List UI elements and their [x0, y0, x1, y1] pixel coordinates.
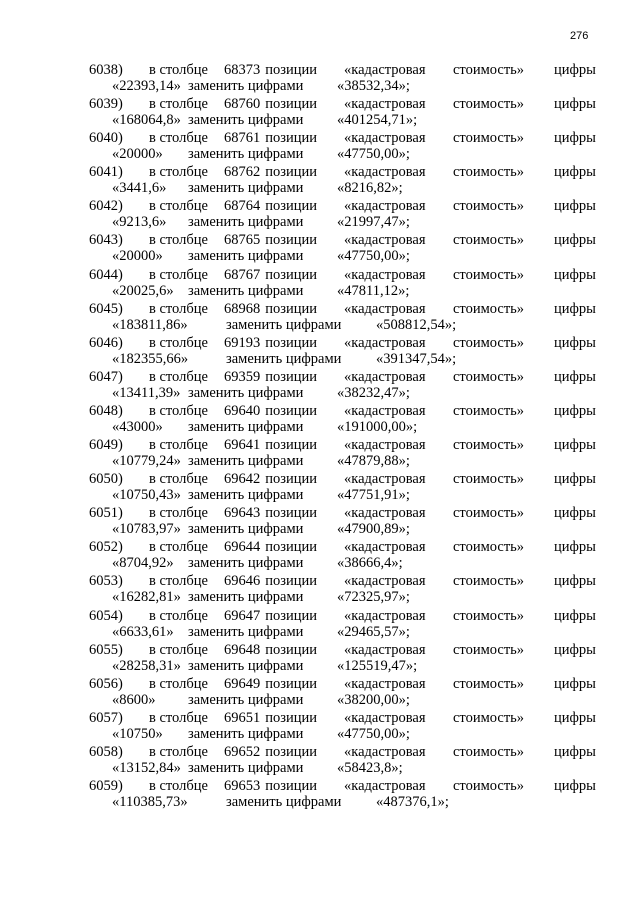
entry-number: 6055)	[89, 641, 123, 658]
entry-number: 6042)	[89, 198, 123, 215]
cadastral-label: «кадастровая	[344, 164, 426, 181]
in-column-label: в столбце	[149, 675, 208, 692]
column-number: 69647	[224, 607, 261, 624]
cadastral-label: «кадастровая	[344, 743, 426, 760]
amendment-entry	[0, 744, 640, 778]
digits-label: цифры	[554, 743, 596, 760]
in-column-label: в столбце	[149, 709, 208, 726]
cost-label: стоимость»	[453, 198, 525, 215]
old-value: «20000»	[112, 146, 163, 163]
replace-label: заменить цифрами	[188, 146, 304, 163]
cadastral-label: «кадастровая	[344, 777, 426, 794]
cadastral-label: «кадастровая	[344, 130, 426, 147]
column-number: 69642	[224, 471, 261, 488]
column-position	[224, 232, 317, 249]
old-value: «28258,31»	[112, 657, 181, 674]
amendment-entry	[0, 505, 640, 539]
amendment-entry	[0, 62, 640, 96]
replace-label: заменить цифрами	[188, 418, 304, 435]
column-number: 68767	[224, 266, 261, 283]
column-position	[224, 62, 317, 79]
column-position	[224, 96, 317, 113]
column-number: 68764	[224, 198, 261, 215]
digits-label: цифры	[554, 334, 596, 351]
old-value: «13411,39»	[112, 384, 181, 401]
column-number: 69640	[224, 402, 261, 419]
amendment-entry	[0, 403, 640, 437]
old-value: «13152,84»	[112, 759, 181, 776]
cadastral-label: «кадастровая	[344, 62, 426, 78]
old-value: «182355,66»	[112, 350, 189, 367]
column-position	[224, 437, 317, 454]
cadastral-label: «кадастровая	[344, 505, 426, 522]
entry-number: 6038)	[89, 62, 123, 78]
position-label: позиции	[265, 777, 318, 794]
old-value: «110385,73»	[112, 793, 188, 810]
cost-label: стоимость»	[453, 164, 525, 181]
position-label: позиции	[265, 130, 318, 147]
cost-label: стоимость»	[453, 130, 525, 147]
old-value: «20025,6»	[112, 282, 174, 299]
cost-label: стоимость»	[453, 437, 525, 454]
position-label: позиции	[265, 573, 318, 590]
position-label: позиции	[265, 675, 318, 692]
position-label: позиции	[265, 266, 318, 283]
column-number: 69359	[224, 368, 261, 385]
column-position	[224, 608, 317, 625]
amendment-entry	[0, 642, 640, 676]
entry-number: 6040)	[89, 130, 123, 147]
entry-number: 6051)	[89, 505, 123, 522]
digits-label: цифры	[554, 505, 596, 522]
entry-number: 6049)	[89, 437, 123, 454]
replace-label: заменить цифрами	[188, 214, 304, 231]
in-column-label: в столбце	[149, 164, 208, 181]
old-value: «168064,8»	[112, 112, 181, 129]
in-column-label: в столбце	[149, 641, 208, 658]
new-value: «401254,71»;	[337, 112, 418, 129]
digits-label: цифры	[554, 300, 596, 317]
cost-label: стоимость»	[453, 539, 525, 556]
column-number: 69652	[224, 743, 261, 760]
column-number: 68968	[224, 300, 261, 317]
amendment-entry	[0, 471, 640, 505]
position-label: позиции	[265, 709, 318, 726]
old-value: «20000»	[112, 248, 163, 265]
digits-label: цифры	[554, 62, 596, 78]
digits-label: цифры	[554, 607, 596, 624]
column-position	[224, 301, 317, 318]
cadastral-label: «кадастровая	[344, 471, 426, 488]
position-label: позиции	[265, 300, 318, 317]
position-label: позиции	[265, 505, 318, 522]
cadastral-label: «кадастровая	[344, 641, 426, 658]
digits-label: цифры	[554, 709, 596, 726]
replace-label: заменить цифрами	[188, 657, 304, 674]
position-label: позиции	[265, 402, 318, 419]
position-label: позиции	[265, 437, 318, 454]
cadastral-label: «кадастровая	[344, 96, 426, 113]
column-number: 69646	[224, 573, 261, 590]
amendment-entry	[0, 778, 640, 812]
amendment-entry	[0, 539, 640, 573]
new-value: «47900,89»;	[337, 521, 410, 538]
replace-label: заменить цифрами	[226, 793, 342, 810]
cost-label: стоимость»	[453, 300, 525, 317]
entry-number: 6047)	[89, 368, 123, 385]
entry-number: 6041)	[89, 164, 123, 181]
in-column-label: в столбце	[149, 232, 208, 249]
column-position	[224, 403, 317, 420]
new-value: «125519,47»;	[337, 657, 418, 674]
column-number: 69649	[224, 675, 261, 692]
replace-label: заменить цифрами	[188, 282, 304, 299]
digits-label: цифры	[554, 777, 596, 794]
old-value: «10779,24»	[112, 453, 181, 470]
cadastral-label: «кадастровая	[344, 709, 426, 726]
in-column-label: в столбце	[149, 539, 208, 556]
column-number: 69644	[224, 539, 261, 556]
column-number: 68762	[224, 164, 261, 181]
column-number: 68760	[224, 96, 261, 113]
amendment-entry	[0, 96, 640, 130]
new-value: «8216,82»;	[337, 180, 403, 197]
cadastral-label: «кадастровая	[344, 607, 426, 624]
in-column-label: в столбце	[149, 505, 208, 522]
replace-label: заменить цифрами	[188, 623, 304, 640]
amendment-entry	[0, 710, 640, 744]
replace-label: заменить цифрами	[188, 112, 304, 129]
new-value: «58423,8»;	[337, 759, 403, 776]
cost-label: стоимость»	[453, 607, 525, 624]
new-value: «21997,47»;	[337, 214, 410, 231]
entry-number: 6057)	[89, 709, 123, 726]
column-number: 68761	[224, 130, 261, 147]
cost-label: стоимость»	[453, 777, 525, 794]
column-position	[224, 539, 317, 556]
cadastral-label: «кадастровая	[344, 402, 426, 419]
column-position	[224, 130, 317, 147]
column-number: 68765	[224, 232, 261, 249]
new-value: «29465,57»;	[337, 623, 410, 640]
cost-label: стоимость»	[453, 743, 525, 760]
entry-number: 6039)	[89, 96, 123, 113]
cost-label: стоимость»	[453, 675, 525, 692]
old-value: «10750»	[112, 725, 163, 742]
column-position	[224, 778, 317, 795]
old-value: «22393,14»	[112, 78, 181, 94]
amendment-entry	[0, 335, 640, 369]
replace-label: заменить цифрами	[188, 248, 304, 265]
replace-label: заменить цифрами	[188, 589, 304, 606]
position-label: позиции	[265, 368, 318, 385]
column-position	[224, 676, 317, 693]
cost-label: стоимость»	[453, 471, 525, 488]
position-label: позиции	[265, 334, 318, 351]
amendment-entry	[0, 676, 640, 710]
new-value: «391347,54»;	[376, 350, 457, 367]
amendment-entry	[0, 608, 640, 642]
cost-label: стоимость»	[453, 505, 525, 522]
amendment-entry	[0, 164, 640, 198]
column-position	[224, 744, 317, 761]
digits-label: цифры	[554, 368, 596, 385]
column-position	[224, 505, 317, 522]
entry-number: 6052)	[89, 539, 123, 556]
position-label: позиции	[265, 743, 318, 760]
in-column-label: в столбце	[149, 96, 208, 113]
replace-label: заменить цифрами	[188, 487, 304, 504]
cadastral-label: «кадастровая	[344, 334, 426, 351]
in-column-label: в столбце	[149, 402, 208, 419]
column-number: 68373	[224, 62, 261, 78]
old-value: «10750,43»	[112, 487, 181, 504]
digits-label: цифры	[554, 471, 596, 488]
in-column-label: в столбце	[149, 300, 208, 317]
replace-label: заменить цифрами	[188, 725, 304, 742]
digits-label: цифры	[554, 675, 596, 692]
cost-label: стоимость»	[453, 402, 525, 419]
position-label: позиции	[265, 198, 318, 215]
entry-number: 6048)	[89, 402, 123, 419]
column-number: 69653	[224, 777, 261, 794]
new-value: «38532,34»;	[337, 78, 410, 94]
digits-label: цифры	[554, 539, 596, 556]
new-value: «38200,00»;	[337, 691, 410, 708]
entry-number: 6056)	[89, 675, 123, 692]
old-value: «6633,61»	[112, 623, 174, 640]
replace-label: заменить цифрами	[188, 555, 304, 572]
cadastral-label: «кадастровая	[344, 675, 426, 692]
in-column-label: в столбце	[149, 471, 208, 488]
new-value: «47750,00»;	[337, 248, 410, 265]
cost-label: стоимость»	[453, 368, 525, 385]
replace-label: заменить цифрами	[188, 384, 304, 401]
position-label: позиции	[265, 607, 318, 624]
in-column-label: в столбце	[149, 607, 208, 624]
column-number: 69193	[224, 334, 261, 351]
new-value: «72325,97»;	[337, 589, 410, 606]
replace-label: заменить цифрами	[226, 316, 342, 333]
replace-label: заменить цифрами	[188, 180, 304, 197]
entry-number: 6059)	[89, 777, 123, 794]
entry-number: 6054)	[89, 607, 123, 624]
new-value: «508812,54»;	[376, 316, 457, 333]
in-column-label: в столбце	[149, 573, 208, 590]
digits-label: цифры	[554, 437, 596, 454]
in-column-label: в столбце	[149, 198, 208, 215]
digits-label: цифры	[554, 641, 596, 658]
replace-label: заменить цифрами	[188, 78, 304, 94]
cost-label: стоимость»	[453, 232, 525, 249]
replace-label: заменить цифрами	[188, 521, 304, 538]
new-value: «47811,12»;	[337, 282, 410, 299]
old-value: «43000»	[112, 418, 163, 435]
in-column-label: в столбце	[149, 437, 208, 454]
column-position	[224, 573, 317, 590]
column-position	[224, 642, 317, 659]
new-value: «487376,1»;	[376, 793, 449, 810]
in-column-label: в столбце	[149, 368, 208, 385]
digits-label: цифры	[554, 164, 596, 181]
cadastral-label: «кадастровая	[344, 300, 426, 317]
in-column-label: в столбце	[149, 62, 208, 78]
new-value: «47879,88»;	[337, 453, 410, 470]
entry-number: 6045)	[89, 300, 123, 317]
column-position	[224, 710, 317, 727]
new-value: «38232,47»;	[337, 384, 410, 401]
digits-label: цифры	[554, 573, 596, 590]
cost-label: стоимость»	[453, 62, 525, 78]
amendments-list	[0, 62, 640, 812]
cost-label: стоимость»	[453, 641, 525, 658]
new-value: «47751,91»;	[337, 487, 410, 504]
digits-label: цифры	[554, 232, 596, 249]
digits-label: цифры	[554, 198, 596, 215]
old-value: «3441,6»	[112, 180, 167, 197]
old-value: «16282,81»	[112, 589, 181, 606]
column-position	[224, 335, 317, 352]
in-column-label: в столбце	[149, 334, 208, 351]
cadastral-label: «кадастровая	[344, 232, 426, 249]
column-number: 69651	[224, 709, 261, 726]
position-label: позиции	[265, 96, 318, 113]
column-number: 69641	[224, 437, 261, 454]
amendment-entry	[0, 301, 640, 335]
cadastral-label: «кадастровая	[344, 539, 426, 556]
column-position	[224, 369, 317, 386]
replace-label: заменить цифрами	[188, 691, 304, 708]
position-label: позиции	[265, 164, 318, 181]
new-value: «47750,00»;	[337, 146, 410, 163]
cost-label: стоимость»	[453, 709, 525, 726]
column-number: 69648	[224, 641, 261, 658]
amendment-entry	[0, 369, 640, 403]
cadastral-label: «кадастровая	[344, 368, 426, 385]
column-position	[224, 471, 317, 488]
digits-label: цифры	[554, 402, 596, 419]
cadastral-label: «кадастровая	[344, 198, 426, 215]
old-value: «8600»	[112, 691, 156, 708]
position-label: позиции	[265, 232, 318, 249]
column-position	[224, 267, 317, 284]
amendment-entry	[0, 437, 640, 471]
entry-number: 6046)	[89, 334, 123, 351]
new-value: «38666,4»;	[337, 555, 403, 572]
in-column-label: в столбце	[149, 777, 208, 794]
cadastral-label: «кадастровая	[344, 437, 426, 454]
cost-label: стоимость»	[453, 334, 525, 351]
entry-number: 6044)	[89, 266, 123, 283]
replace-label: заменить цифрами	[188, 453, 304, 470]
page-number: 276	[570, 30, 589, 42]
entry-number: 6058)	[89, 743, 123, 760]
in-column-label: в столбце	[149, 130, 208, 147]
entry-number: 6043)	[89, 232, 123, 249]
old-value: «10783,97»	[112, 521, 181, 538]
column-number: 69643	[224, 505, 261, 522]
cadastral-label: «кадастровая	[344, 266, 426, 283]
amendment-entry	[0, 130, 640, 164]
position-label: позиции	[265, 641, 318, 658]
digits-label: цифры	[554, 266, 596, 283]
new-value: «191000,00»;	[337, 418, 418, 435]
old-value: «9213,6»	[112, 214, 167, 231]
digits-label: цифры	[554, 96, 596, 113]
column-position	[224, 164, 317, 181]
cost-label: стоимость»	[453, 96, 525, 113]
column-position	[224, 198, 317, 215]
replace-label: заменить цифрами	[188, 759, 304, 776]
position-label: позиции	[265, 62, 318, 78]
amendment-entry	[0, 573, 640, 607]
amendment-entry	[0, 198, 640, 232]
cadastral-label: «кадастровая	[344, 573, 426, 590]
old-value: «183811,86»	[112, 316, 188, 333]
amendment-entry	[0, 267, 640, 301]
position-label: позиции	[265, 539, 318, 556]
entry-number: 6053)	[89, 573, 123, 590]
replace-label: заменить цифрами	[226, 350, 342, 367]
new-value: «47750,00»;	[337, 725, 410, 742]
in-column-label: в столбце	[149, 266, 208, 283]
in-column-label: в столбце	[149, 743, 208, 760]
old-value: «8704,92»	[112, 555, 174, 572]
digits-label: цифры	[554, 130, 596, 147]
entry-number: 6050)	[89, 471, 123, 488]
cost-label: стоимость»	[453, 266, 525, 283]
amendment-entry	[0, 232, 640, 266]
position-label: позиции	[265, 471, 318, 488]
cost-label: стоимость»	[453, 573, 525, 590]
